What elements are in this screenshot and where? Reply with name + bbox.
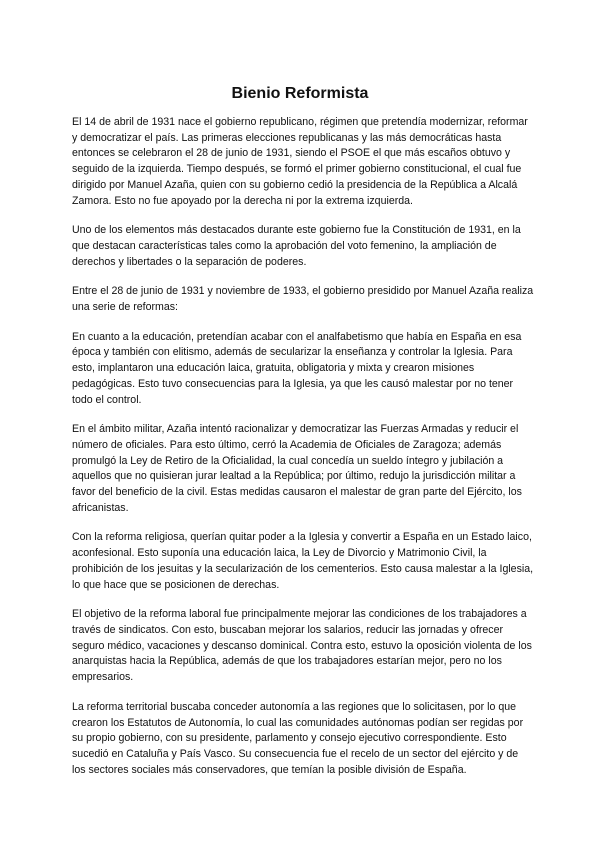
paragraph-intro: El 14 de abril de 1931 nace el gobierno republicano, régimen que pretendía modernizar, reformar y democratizar el país. Las primeras elecciones republicanas y las más democráticas hasta entonces se celebraron el 28 de junio de 1931, siendo el PSOE el que más escaños obtuvo y seguido de la izquierda. Tiempo después, se formó el primer gobierno constitucional, el cual fue dirigido por Manuel Azaña, quien con su gobierno cedió la presidencia de la República a Alcalá Zamora. Esto no fue apoyado por la derecha ni por la extrema izquierda. (72, 116, 528, 207)
paragraph-labor-reform: El objetivo de la reforma laboral fue principalmente mejorar las condiciones de los trabajadores a través de sindicatos. Con esto, buscaban mejorar los salarios, reducir las jornadas y ofrecer seguro médico, vacaciones y descanso dominical. Contra esto, estuvo la oposición violenta de los anarquistas hacia la República, además de que los trabajadores estarían mejor, pero no los empresarios. (72, 608, 532, 684)
paragraph-territorial-reform: La reforma territorial buscaba conceder autonomía a las regiones que lo solicitasen, por lo que crearon los Estatutos de Autonomía, lo cual las comunidades autónomas podían ser regidas por su propio gobierno, con su presidente, parlamento y consejo ejecutivo correspondiente. Esto sucedió en Cataluña y País Vasco. Su consecuencia fue el recelo de un sector del ejército y de los sectores sociales más conservadores, que temían la posible división de España. (72, 700, 524, 776)
document-body (72, 115, 534, 792)
paragraph-education-reform: En cuanto a la educación, pretendían acabar con el analfabetismo que había en España en esa época y también con elitismo, además de secularizar la enseñanza y controlar la Iglesia. Para esto, implantaron una educación laica, gratuita, obligatoria y mixta y crearon misiones pedagógicas. Esto tuvo consecuencias para la Iglesia, ya que les causó malestar por no tener todo el control. (72, 330, 522, 406)
paragraph-military-reform: En el ámbito militar, Azaña intentó racionalizar y democratizar las Fuerzas Armadas y reducir el número de oficiales. Para esto último, cerró la Academia de Oficiales de Zaragoza; además promulgó la Ley de Retiro de la Oficialidad, la cual concedía un sueldo íntegro y jubilación a aquellos que no quisieran jurar lealtad a la República; por último, redujo la jurisdicción militar a favor del beneficio de la civil. Estas medidas causaron el malestar de gran parte del Ejército, los africanistas. (72, 423, 522, 514)
paragraph-constitution: Uno de los elementos más destacados durante este gobierno fue la Constitución de 1931, en la que destacan características tales como la aprobación del voto femenino, la ampliación de derechos y libertades o la separación de poderes. (72, 224, 521, 268)
paragraph-reforms-intro: Entre el 28 de junio de 1931 y noviembre de 1933, el gobierno presidido por Manuel Azaña realiza una serie de reformas: (72, 285, 534, 314)
paragraph-religious-reform: Con la reforma religiosa, querían quitar poder a la Iglesia y convertir a España en un Estado laico, aconfesional. Esto suponía una educación laica, la Ley de Divorcio y Matrimonio Civil, la prohibición de los jesuitas y la secularización de los cementerios. Esto causa malestar a la Iglesia, lo que hace que se posicionen de derechas. (72, 531, 534, 591)
document-title: Bienio Reformista (231, 85, 369, 102)
